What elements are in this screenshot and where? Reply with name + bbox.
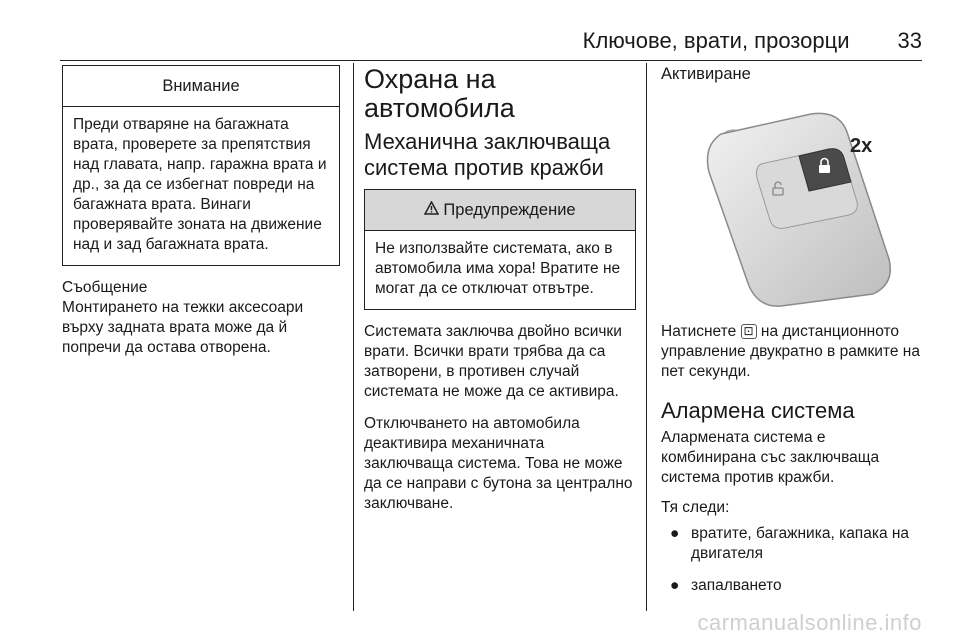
paragraph: Алармената система е комбинирана със заключваща система против кражби. <box>661 429 880 486</box>
section-heading: Охрана на автомобила <box>364 64 515 123</box>
warning-box <box>364 189 636 310</box>
alarm-heading: Алармена система <box>661 398 855 423</box>
page-number: 33 <box>897 28 922 53</box>
bullet-icon: ● <box>670 577 680 594</box>
column-3 <box>661 65 924 608</box>
column-1 <box>62 65 340 358</box>
paragraph: Тя следи: <box>661 499 730 516</box>
column-divider <box>646 63 647 611</box>
page-header <box>583 28 922 54</box>
remote-key-illustration <box>661 94 926 312</box>
section-title: Ключове, врати, прозорци <box>582 28 850 53</box>
list-item: ● запалването <box>670 577 782 594</box>
press-count-label: 2x <box>850 135 873 157</box>
press-instruction <box>661 322 924 382</box>
header-rule <box>60 60 922 61</box>
column-divider <box>353 63 354 611</box>
watermark: carmanualsonline.info <box>697 610 922 635</box>
activation-heading: Активиране <box>661 65 751 83</box>
lock-button-icon: ⊡ <box>741 324 757 339</box>
warning-triangle-icon <box>424 200 439 220</box>
monitored-list <box>661 524 924 596</box>
note-body: Монтирането на тежки аксесоари върху задната врата може да й попречи да остава отворена. <box>62 299 304 356</box>
paragraph: Отключването на автомобила деактивира механичната заключваща система. Това не може да се направи с бутона за централно заключване. <box>364 415 633 512</box>
press-instruction-prefix: Натиснете <box>661 323 737 340</box>
bullet-icon: ● <box>670 525 680 542</box>
warning-title: Предупреждение <box>443 201 576 219</box>
caution-box <box>62 65 340 266</box>
paragraph: Системата заключва двойно всички врати. Всички врати трябва да са затворени, в противен случай системата не може да се активира. <box>364 323 622 400</box>
warning-body: Не използвайте системата, ако в автомобила има хора! Вратите не могат да се отключат отвътре. <box>375 240 621 297</box>
press-instruction-suffix: на дистанционното управление двукратно в рамките на пет секунди. <box>661 323 920 380</box>
note-title: Съобщение <box>62 279 148 296</box>
list-item: ● вратите, багажника, капака на двигателя <box>670 525 910 562</box>
subsection-heading: Механична заключваща система против кражби <box>364 129 611 180</box>
caution-body: Преди отваряне на багажната врата, проверете за препятствия над главата, напр. гаражна врата и др., за да се избегнат повреди на багажната врата. Винаги проверявайте зоната на движение над и зад багажната врата. <box>73 116 327 253</box>
caution-title: Внимание <box>63 66 339 107</box>
column-2 <box>364 65 636 514</box>
warning-title-bar <box>365 190 635 231</box>
